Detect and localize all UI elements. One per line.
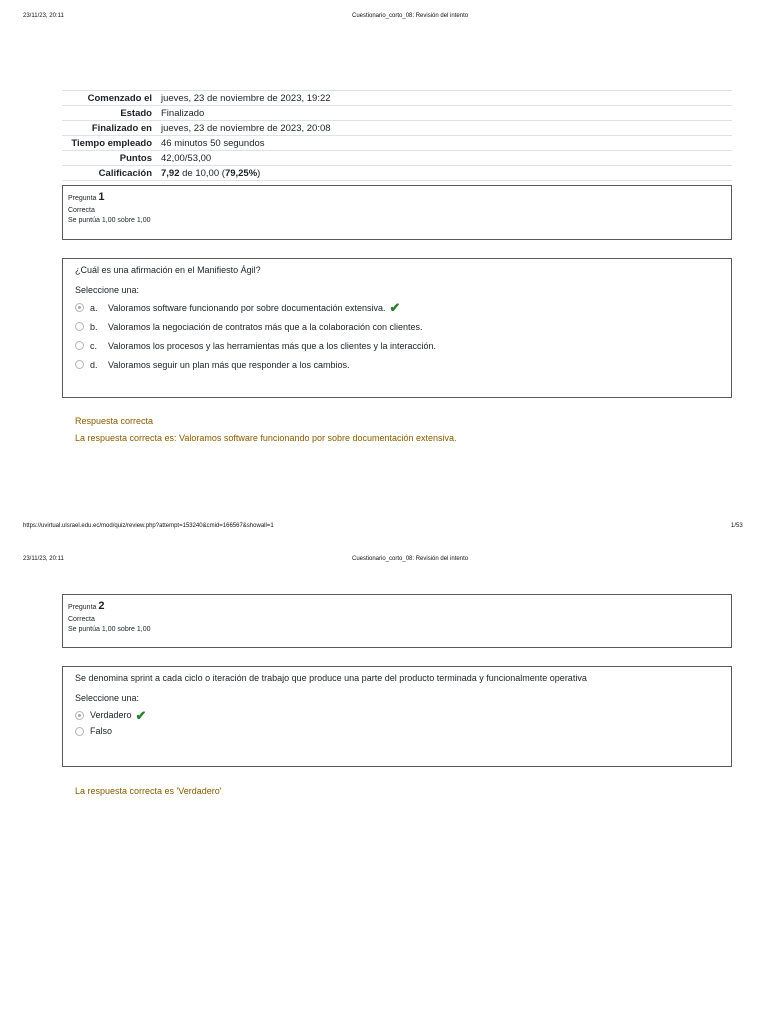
radio-icon[interactable] [75, 711, 84, 720]
summary-value: jueves, 23 de noviembre de 2023, 20:08 [161, 122, 331, 134]
feedback-right-answer: La respuesta correcta es 'Verdadero' [75, 786, 222, 796]
answer-option-a[interactable] [75, 298, 719, 317]
summary-value: 46 minutos 50 segundos [161, 137, 265, 149]
radio-icon[interactable] [75, 303, 84, 312]
question-info-2 [62, 594, 732, 648]
feedback-right-answer: La respuesta correcta es: Valoramos software funcionando por sobre documentación extensiva. [75, 433, 457, 443]
question-number: 1 [98, 191, 105, 203]
radio-icon[interactable] [75, 360, 84, 369]
question-label: Pregunta [68, 604, 97, 611]
print-title: Cuestionario_corto_08: Revisión del intento [352, 556, 469, 562]
option-text: Valoramos la negociación de contratos más que a la colaboración con clientes. [108, 321, 423, 332]
answer-prompt: Seleccione una: [75, 285, 140, 295]
option-text: Valoramos seguir un plan más que responder a los cambios. [108, 359, 350, 370]
summary-label: Tiempo empleado [71, 137, 152, 149]
summary-label: Comenzado el [87, 92, 152, 104]
answer-option-false[interactable] [75, 724, 719, 738]
question-mark: Se puntúa 1,00 sobre 1,00 [68, 626, 151, 634]
answer-option-b[interactable] [75, 317, 719, 336]
question-content-2 [62, 666, 732, 767]
question-text: ¿Cuál es una afirmación en el Manifiesto Ágil? [75, 265, 261, 275]
print-page-number: 1/53 [731, 523, 743, 529]
question-label: Pregunta [68, 195, 97, 202]
attempt-summary-table [62, 90, 732, 181]
option-letter: a. [90, 302, 98, 313]
summary-label: Calificación [98, 167, 152, 179]
question-text: Se denomina sprint a cada ciclo o iteración de trabajo que produce una parte del producto terminada y funcionalmente operativa [75, 673, 587, 683]
checkmark-icon: ✔ [389, 300, 401, 315]
grade-out-of: de 10,00 ( [182, 167, 225, 179]
summary-label: Estado [120, 107, 152, 119]
question-state: Correcta [68, 206, 95, 214]
checkmark-icon: ✔ [135, 707, 147, 723]
feedback-result: Respuesta correcta [75, 416, 154, 426]
grade-close: ) [257, 167, 261, 179]
summary-label: Finalizado en [91, 122, 152, 134]
summary-row [62, 105, 732, 120]
summary-value: Finalizado [161, 107, 205, 119]
radio-icon[interactable] [75, 322, 84, 331]
question-mark: Se puntúa 1,00 sobre 1,00 [68, 217, 151, 225]
answer-option-d[interactable] [75, 355, 719, 374]
grade-score: 7,92 [161, 167, 180, 179]
question-number: 2 [98, 600, 105, 612]
radio-icon[interactable] [75, 341, 84, 350]
summary-value: 42,00/53,00 [161, 152, 212, 164]
summary-row [62, 150, 732, 165]
answer-prompt: Seleccione una: [75, 693, 140, 703]
summary-grade [158, 168, 260, 179]
print-date: 23/11/23, 20:11 [23, 556, 64, 562]
summary-row [62, 120, 732, 135]
option-letter: b. [90, 321, 98, 332]
option-text: Valoramos software funcionando por sobre documentación extensiva. [108, 302, 386, 313]
summary-row [62, 135, 732, 150]
option-letter: c. [90, 340, 98, 351]
print-date: 23/11/23, 20:11 [23, 13, 64, 19]
option-text: Falso [90, 726, 113, 736]
grade-percent: 79,25% [224, 167, 258, 179]
question-state: Correcta [68, 615, 95, 623]
question-info-1 [62, 185, 732, 240]
answer-option-true[interactable] [75, 706, 719, 724]
question-content-1 [62, 258, 732, 398]
option-letter: d. [90, 359, 98, 370]
summary-label: Puntos [119, 152, 152, 164]
answer-option-c[interactable] [75, 336, 719, 355]
option-text: Valoramos los procesos y las herramientas más que a los clientes y la interacción. [108, 340, 436, 351]
print-url: https://uvirtual.ulsrael.edu.ec/mod/quiz/review.php?attempt=153240&cmid=166567&showall=1 [23, 523, 274, 529]
radio-icon[interactable] [75, 727, 84, 736]
summary-value: jueves, 23 de noviembre de 2023, 19:22 [161, 92, 331, 104]
option-text: Verdadero [90, 710, 132, 720]
print-title: Cuestionario_corto_08: Revisión del intento [352, 13, 469, 19]
summary-row [62, 165, 732, 181]
summary-row [62, 90, 732, 105]
